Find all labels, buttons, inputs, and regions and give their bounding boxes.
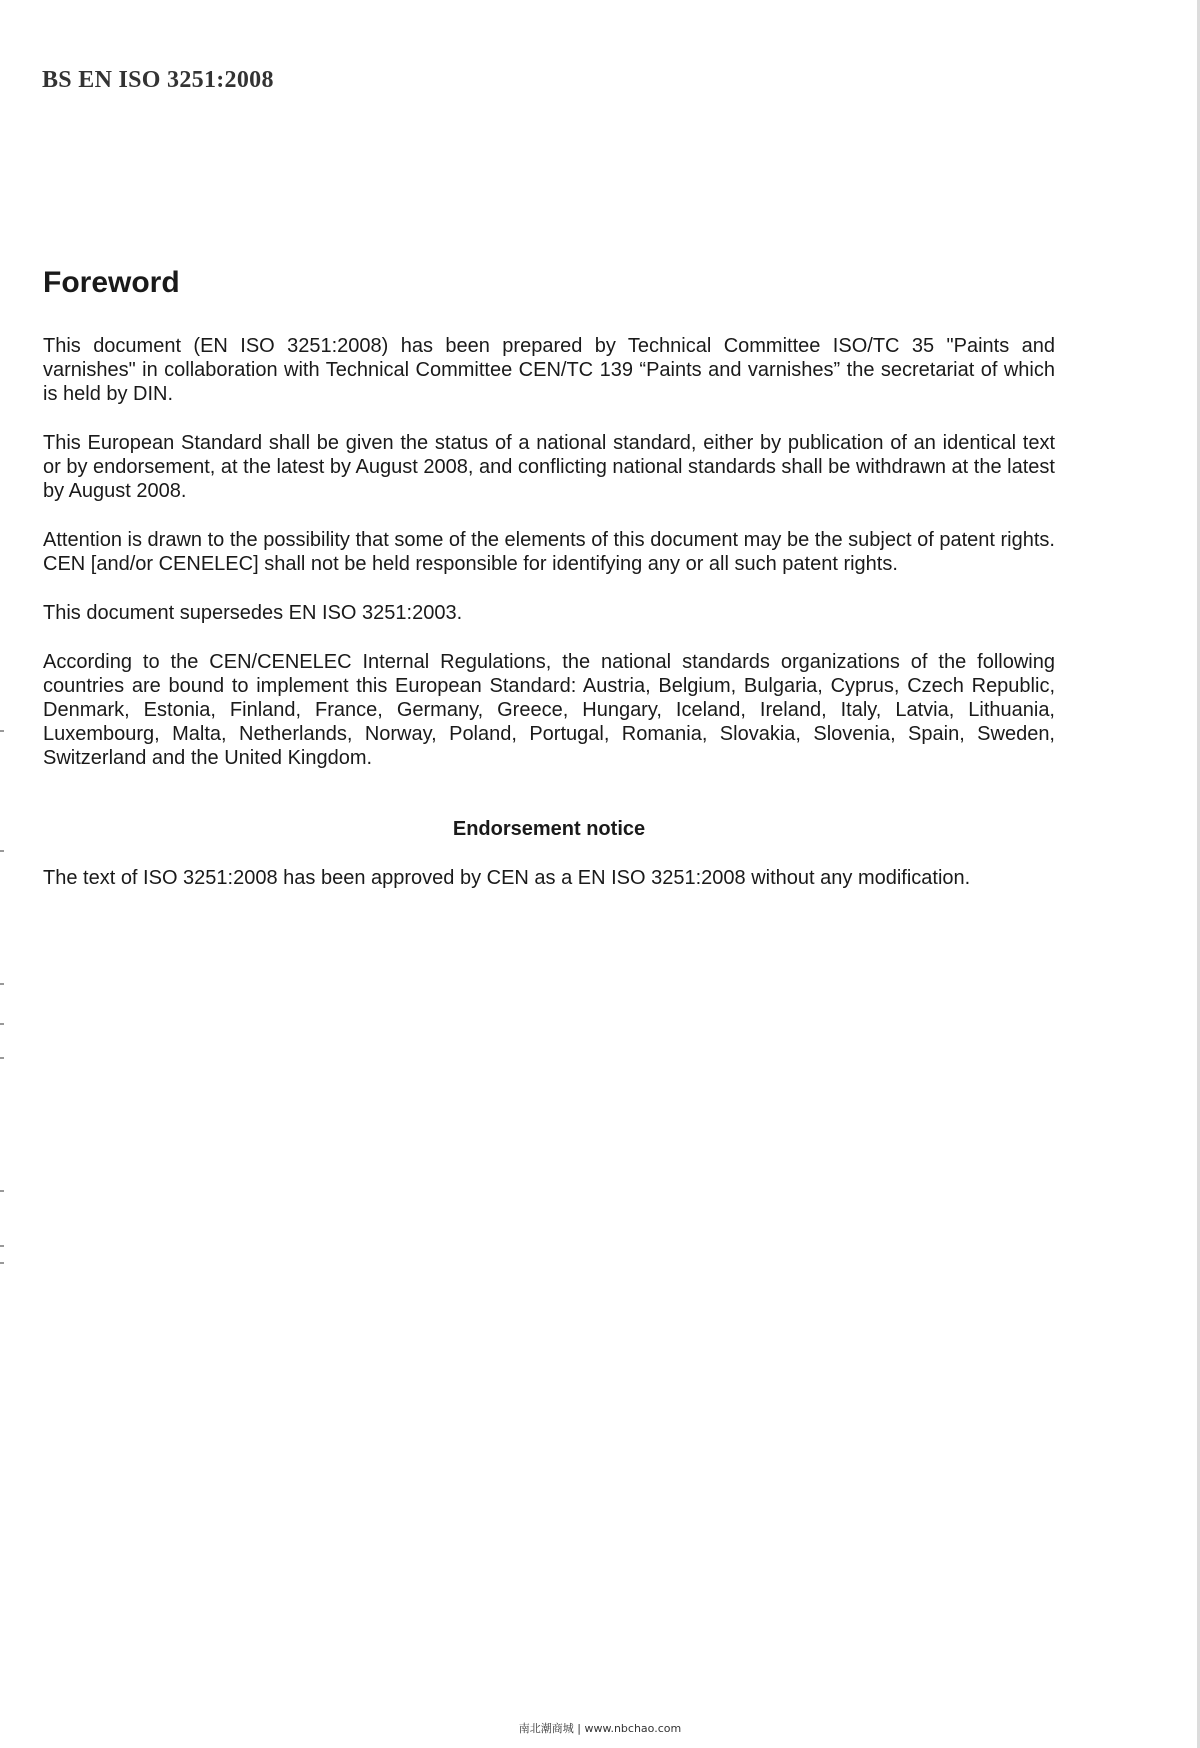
margin-mark [0,1262,4,1264]
endorsement-notice-heading: Endorsement notice [452,818,646,840]
margin-mark [0,1023,4,1025]
margin-mark [0,730,4,732]
document-id-header: BS EN ISO 3251:2008 [42,67,274,93]
margin-mark [0,850,4,852]
margin-mark [0,1245,4,1247]
foreword-paragraph-4: This document supersedes EN ISO 3251:2003. [43,602,463,624]
foreword-paragraph-2: This European Standard shall be given the status of a national standard, either by publication of an identical text or by endorsement, at the latest by August 2008, and conflicting national standards shall be withdrawn at the latest by August 2008. [43,432,1055,502]
document-body [43,334,1055,915]
foreword-paragraph-5: According to the CEN/CENELEC Internal Regulations, the national standards organizations of the following countries are bound to implement this European Standard: Austria, Belgium, Bulgaria, Cyprus, Czech Republic, Denmark, Estonia, Finland, France, Germany, Greece, Hungary, Iceland, Ireland, Italy, Latvia, Lithuania, Luxembourg, Malta, Netherlands, Norway, Poland, Portugal, Romania, Slovakia, Slovenia, Spain, Sweden, Switzerland and the United Kingdom. [43,651,1055,769]
margin-mark [0,1057,4,1059]
endorsement-notice-text: The text of ISO 3251:2008 has been approved by CEN as a EN ISO 3251:2008 without any modification. [43,867,971,889]
foreword-paragraph-3: Attention is drawn to the possibility that some of the elements of this document may be the subject of patent rights. CEN [and/or CENELEC] shall not be held responsible for identifying any or all such patent rights. [43,529,1055,575]
foreword-paragraph-1: This document (EN ISO 3251:2008) has been prepared by Technical Committee ISO/TC 35 "Paints and varnishes" in collaboration with Technical Committee CEN/TC 139 “Paints and varnishes” the secretariat of which is held by DIN. [43,335,1055,405]
footer-watermark: 南北潮商城 | www.nbchao.com [518,1722,682,1735]
margin-mark [0,1190,4,1192]
foreword-title: Foreword [43,266,180,299]
margin-mark [0,983,4,985]
